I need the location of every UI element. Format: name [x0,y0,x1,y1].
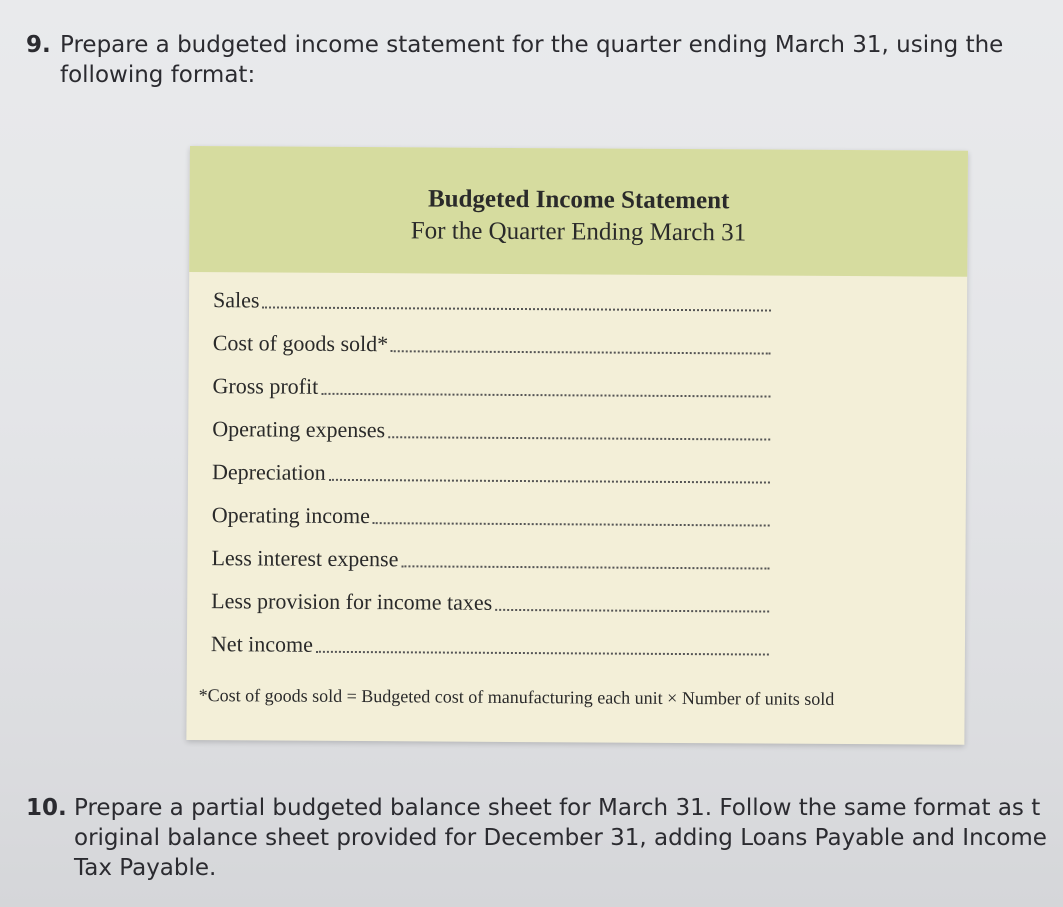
question-9 [26,30,1026,90]
statement-row-operating-expenses [212,407,770,453]
statement-row-net-income [211,622,769,668]
statement-row-interest-expense [211,536,769,582]
dotted-leader [495,608,769,612]
statement-row-label: Less provision for income taxes [211,587,493,615]
dotted-leader [388,436,770,440]
question-9-number: 9. [26,32,51,58]
question-10-line-1: Prepare a partial budgeted balance sheet for March 31. Follow the same format as t [74,795,1041,821]
statement-row-label: Sales [212,286,260,312]
statement-row-gross-profit [212,364,770,410]
statement-row-label: Depreciation [211,458,326,485]
statement-row-label: Operating income [211,501,371,528]
question-10-line-3: Tax Payable. [74,855,217,881]
statement-row-label: Operating expenses [212,415,386,442]
statement-subtitle: For the Quarter Ending March 31 [410,217,747,247]
dotted-leader [262,306,771,311]
dotted-leader [401,565,769,569]
statement-title: Budgeted Income Statement [427,185,730,215]
income-statement-card [186,146,968,745]
question-10 [26,793,1063,883]
statement-header [189,146,968,277]
statement-row-operating-income [212,493,770,539]
statement-row-label: Gross profit [212,372,319,399]
statement-row-label: Net income [210,630,314,657]
question-10-line-2: original balance sheet provided for December 31, adding Loans Payable and Income [74,825,1047,851]
question-10-number: 10. [26,795,67,821]
statement-footnote: *Cost of goods sold = Budgeted cost of manufacturing each unit × Number of units sold [198,685,835,709]
statement-row-label: Cost of goods sold* [212,329,389,356]
statement-row-depreciation [212,450,770,496]
question-9-line-2: following format: [60,62,256,88]
question-9-line-1: Prepare a budgeted income statement for the quarter ending March 31, using the [60,32,1004,58]
dotted-leader [373,522,770,526]
statement-row-cost-of-goods-sold [213,321,771,367]
statement-rows [211,278,771,668]
question-9-text [60,30,1010,90]
dotted-leader [321,392,770,397]
dotted-leader [329,478,770,483]
statement-row-sales [213,278,771,324]
dotted-leader [391,350,771,354]
dotted-leader [316,650,769,655]
statement-row-income-taxes [211,579,769,625]
statement-row-label: Less interest expense [211,544,399,571]
question-10-text [74,793,1063,883]
